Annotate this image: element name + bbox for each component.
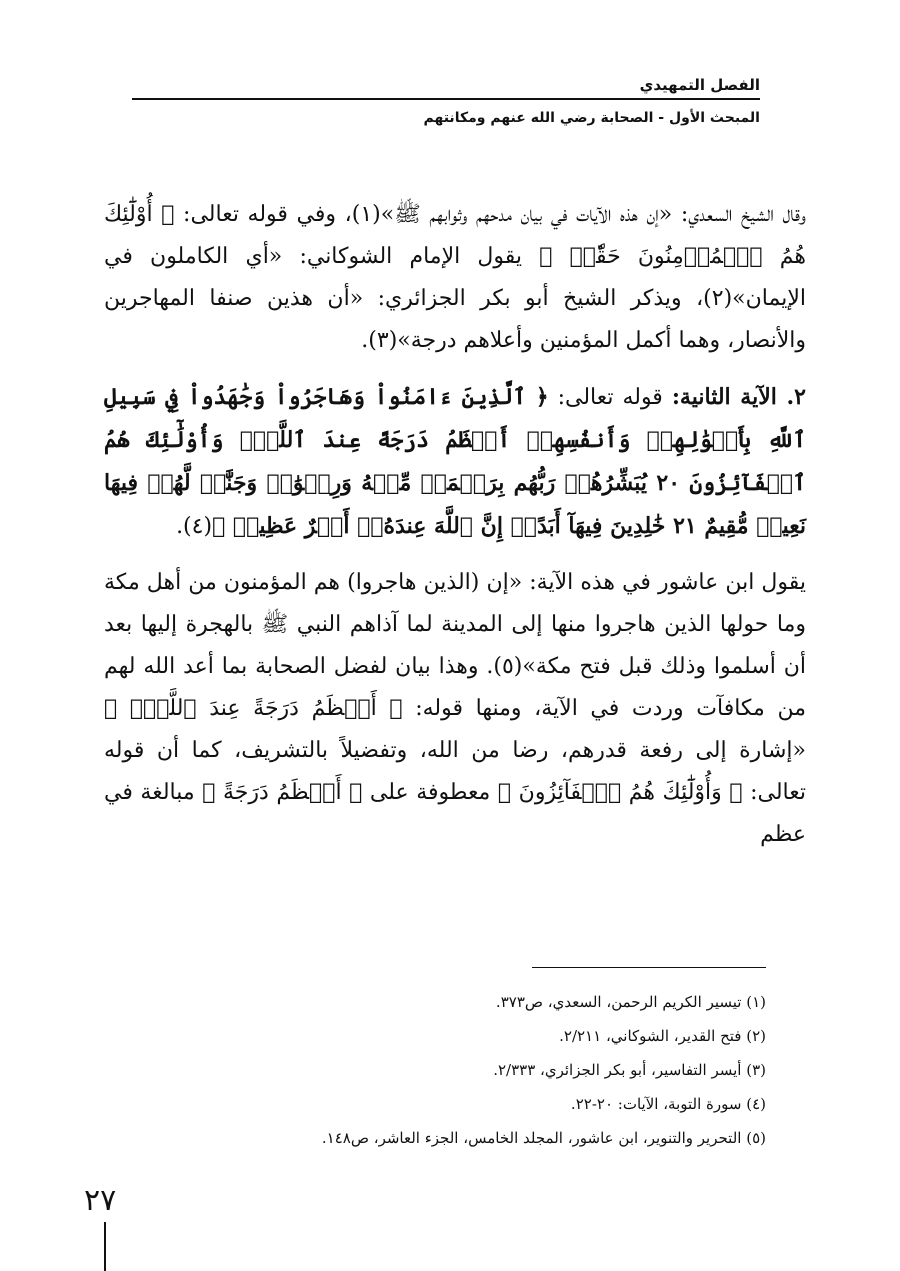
paragraph-3: يقول ابن عاشور في هذه الآية: «إن (الذين هاجروا) هم المؤمنون من أهل مكة وما حولها الذين هاجروا منها إلى المدينة لما آذاهم النبي ﷺ بالهجرة إليها بعد أن أسلموا وذلك قبل فتح مكة»(٥). وهذا بيان لفضل الصحابة بما أعد الله لهم من مكافآت وردت في الآية، ومنها قوله: ﴿ أَعۡظَمُ دَرَجَةً عِندَ ٱللَّهِۚ ﴾ «إشارة إلى رفعة قدرهم، رضا من الله، وتفضيلاً بالتشريف، كما أن قوله تعالى: ﴿ وَأُوْلَٰٓئِكَ هُمُ ٱلۡفَآئِزُونَ ﴾ معطوفة على ﴿ أَعۡظَمُ دَرَجَةً ﴾ مبالغة في عظم	[104, 570, 806, 847]
header-divider	[132, 98, 760, 100]
footnote-5: (٥) التحرير والتنوير، ابن عاشور، المجلد الخامس، الجزء العاشر، ص١٤٨.	[321, 1129, 766, 1147]
verse-intro: قوله تعالى:	[557, 385, 663, 410]
footnote-3: (٣) أيسر التفاسير، أبو بكر الجزائري، ٢/٣٣٣.	[493, 1061, 766, 1079]
page-number: ٢٧	[84, 1183, 117, 1218]
section-title: المبحث الأول - الصحابة رضي الله عنهم ومكانتهم	[423, 110, 760, 126]
running-header	[132, 74, 760, 128]
footnote-divider	[532, 967, 766, 968]
verse-heading: ٢. الآية الثانية:	[671, 384, 806, 410]
paragraph-2	[104, 376, 806, 548]
chapter-title: الفصل التمهيدي	[639, 76, 760, 94]
footnote-2: (٢) فتح القدير، الشوكاني، ٢/٢١١.	[559, 1027, 766, 1045]
quran-verse: ﴿ ٱلَّذِينَ ءَامَنُواْ وَهَاجَرُواْ وَجَٰهَدُواْ فِي سَبِيلِ ٱللَّهِ بِأَمۡوَٰلِهِمۡ وَأَنفُسِهِمۡ أَعۡظَمُ دَرَجَةً عِندَ ٱللَّهِۚ وَأُوْلَٰٓئِكَ هُمُ ٱلۡفَآئِزُونَ ٢٠ يُبَشِّرُهُمۡ رَبُّهُم بِرَحۡمَةٖ مِّنۡهُ وَرِضۡوَٰنٖ وَجَنَّٰتٖ لَّهُمۡ فِيهَا نَعِيمٞ مُّقِيمٌ ٢١ خَٰلِدِينَ فِيهَآ أَبَدًاۚ إِنَّ ٱللَّهَ عِندَهُۥٓ أَجۡرٌ عَظِيمٞ ﴾	[104, 384, 806, 539]
paragraph-1: وقال الشيخ السعدي: «إن هذه الآيات في بيان مدحهم وثوابهم ﷺ»(١)، وفي قوله تعالى: ﴿ أُوْلَٰٓئِكَ هُمُ ٱلۡمُؤۡمِنُونَ حَقّٗاۚ ﴾ يقول الإمام الشوكاني: «أي الكاملون في الإيمان»(٢)، ويذكر الشيخ أبو بكر الجزائري: «أن هذين صنفا المهاجرين والأنصار، وهما أكمل المؤمنين وأعلاهم درجة»(٣).	[104, 202, 806, 353]
main-text	[104, 194, 806, 856]
verse-footnote-ref: (٤).	[176, 514, 213, 539]
footnotes	[110, 985, 766, 1155]
margin-line	[104, 1222, 106, 1271]
footnote-4: (٤) سورة التوبة، الآيات: ٢٠-٢٢.	[570, 1095, 766, 1113]
footnote-1: (١) تيسير الكريم الرحمن، السعدي، ص٣٧٣.	[495, 993, 766, 1011]
